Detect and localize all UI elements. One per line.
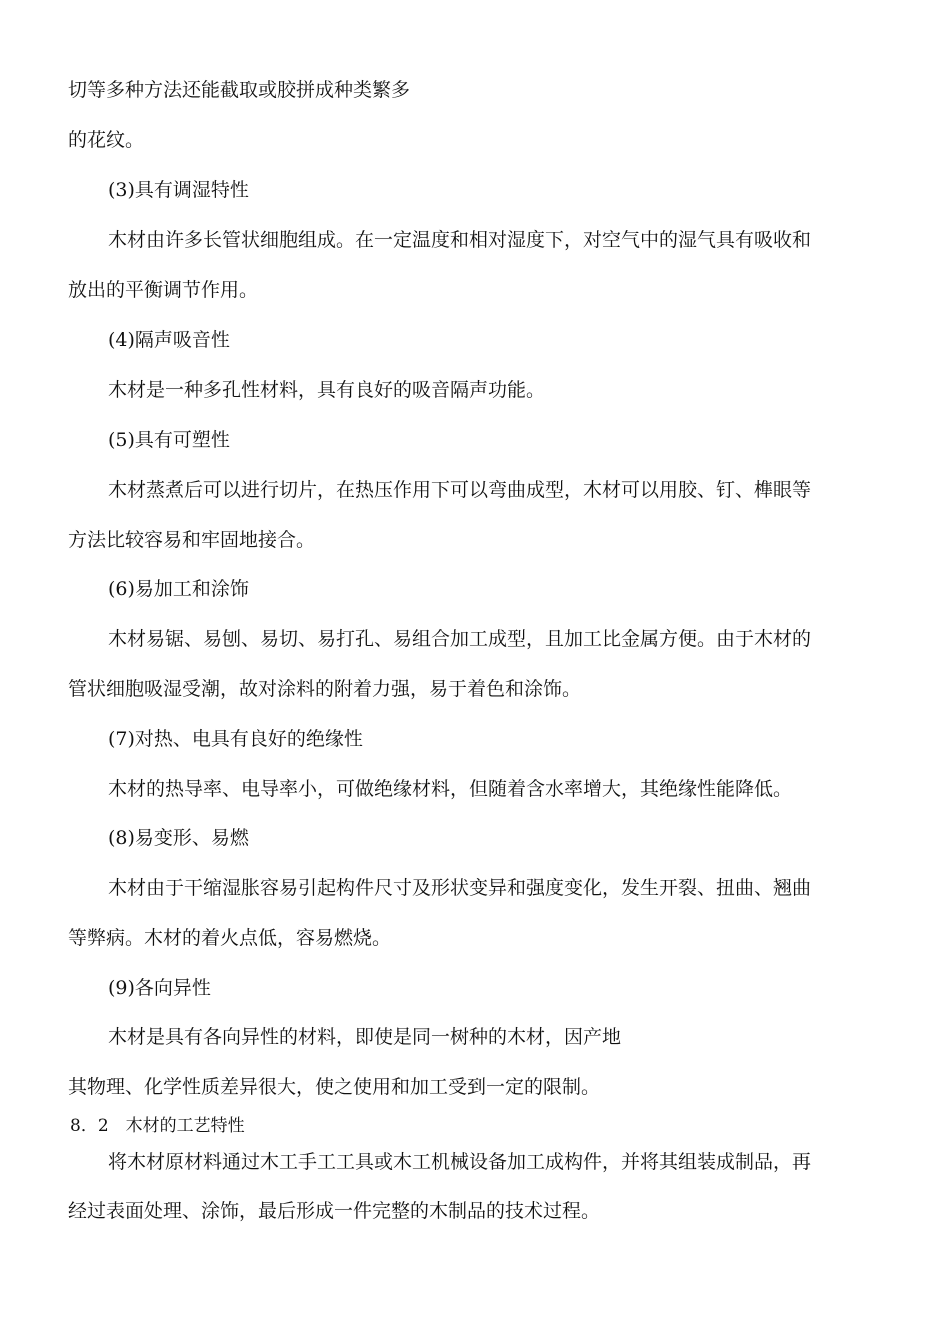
paragraph-line: 木材易锯、易刨、易切、易打孔、易组合加工成型，且加工比金属方便。由于木材的	[108, 628, 812, 650]
list-item-heading: (9)各向异性	[108, 977, 211, 999]
paragraph-line: 的花纹。	[68, 129, 145, 151]
list-item-heading: (5)具有可塑性	[108, 429, 230, 451]
section-heading: 8．2 木材的工艺特性	[70, 1116, 245, 1136]
list-item-heading: (8)易变形、易燃	[108, 827, 249, 849]
list-item-heading: (3)具有调湿特性	[108, 179, 249, 201]
paragraph-line: 等弊病。木材的着火点低，容易燃烧。	[68, 927, 392, 949]
paragraph-line: 放出的平衡调节作用。	[68, 279, 259, 301]
list-item-heading: (7)对热、电具有良好的绝缘性	[108, 728, 363, 750]
paragraph-line: 木材是具有各向异性的材料，即使是同一树种的木材，因产地	[108, 1026, 622, 1048]
paragraph-line: 经过表面处理、涂饰，最后形成一件完整的木制品的技术过程。	[68, 1200, 601, 1222]
paragraph-line: 管状细胞吸湿受潮，故对涂料的附着力强，易于着色和涂饰。	[68, 678, 582, 700]
list-item-heading: (6)易加工和涂饰	[108, 578, 249, 600]
list-item-heading: (4)隔声吸音性	[108, 329, 230, 351]
paragraph-line: 方法比较容易和牢固地接合。	[68, 529, 316, 551]
paragraph-line: 其物理、化学性质差异很大，使之使用和加工受到一定的限制。	[68, 1076, 601, 1098]
paragraph-line: 木材是一种多孔性材料，具有良好的吸音隔声功能。	[108, 379, 546, 401]
paragraph-line: 木材由许多长管状细胞组成。在一定温度和相对湿度下，对空气中的湿气具有吸收和	[108, 229, 812, 251]
paragraph-line: 切等多种方法还能截取或胶拼成种类繁多	[68, 79, 411, 101]
paragraph-line: 木材蒸煮后可以进行切片，在热压作用下可以弯曲成型，木材可以用胶、钉、榫眼等	[108, 479, 812, 501]
paragraph-line: 将木材原材料通过木工手工工具或木工机械设备加工成构件，并将其组装成制品，再	[108, 1151, 812, 1173]
paragraph-line: 木材由于干缩湿胀容易引起构件尺寸及形状变异和强度变化，发生开裂、扭曲、翘曲	[108, 877, 812, 899]
paragraph-line: 木材的热导率、电导率小，可做绝缘材料，但随着含水率增大，其绝缘性能降低。	[108, 778, 793, 800]
